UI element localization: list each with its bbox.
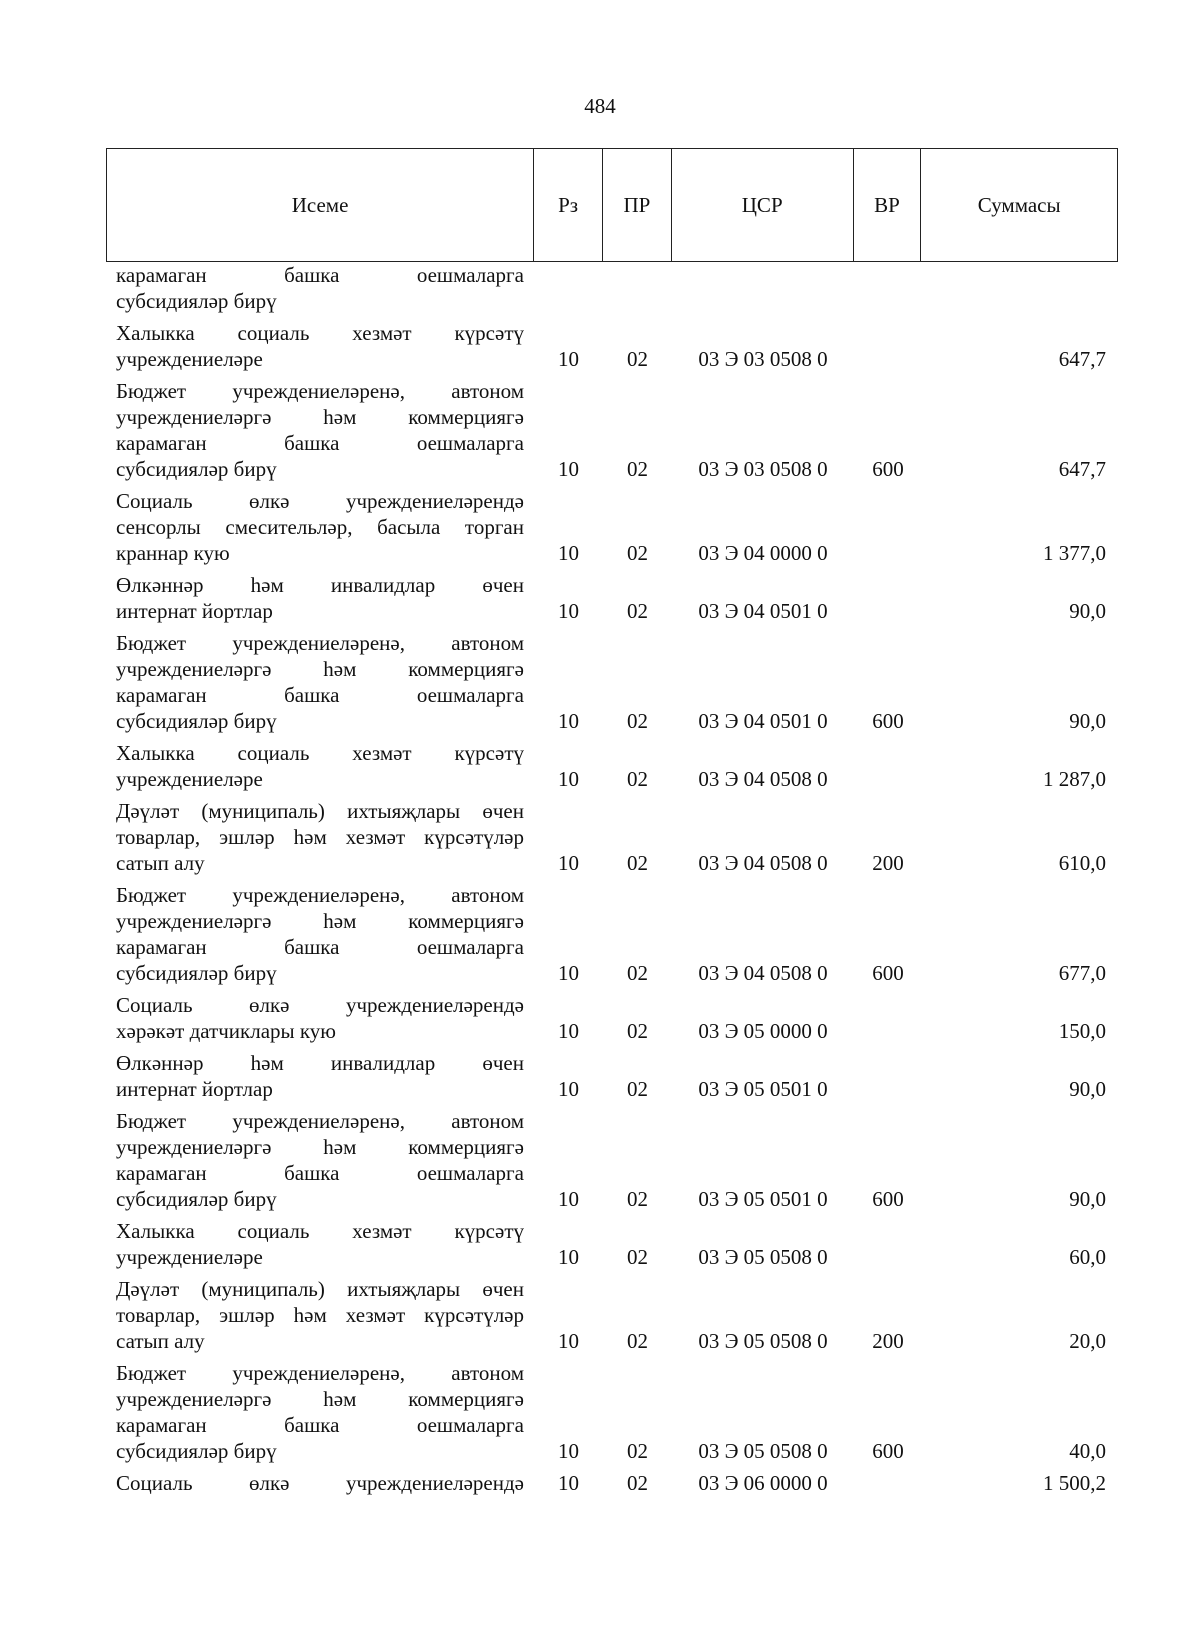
table-row (106, 882, 1118, 986)
row-rz: 10 (558, 1077, 579, 1101)
header-csr: ЦСР (672, 149, 854, 261)
row-name-line: товарлар, эшләр һәм хезмәт күрсәтүләр (116, 825, 524, 849)
row-name (106, 1360, 534, 1464)
row-rz: 10 (558, 1019, 579, 1043)
row-name-line: Дәүләт (муниципаль) ихтыяҗлары өчен (116, 799, 524, 823)
row-csr: 03 Э 04 0000 0 (698, 541, 828, 565)
row-sum: 150,0 (1058, 1019, 1106, 1043)
table-row (106, 798, 1118, 876)
row-name-line: Дәүләт (муниципаль) ихтыяҗлары өчен (116, 1277, 524, 1301)
row-rz: 10 (558, 1245, 579, 1269)
row-name-line: субсидияләр бирү (116, 1187, 277, 1211)
row-name (106, 740, 534, 792)
row-csr: 03 Э 04 0508 0 (698, 961, 828, 985)
row-vr: 600 (872, 457, 904, 481)
row-name (106, 262, 534, 314)
row-sum: 1 287,0 (1043, 767, 1106, 791)
row-name-line: субсидияләр бирү (116, 1439, 277, 1463)
row-pr: 02 (627, 599, 648, 623)
row-name (106, 992, 534, 1044)
row-name (106, 1470, 534, 1496)
row-rz: 10 (558, 961, 579, 985)
table-header (106, 148, 1118, 262)
row-name-line: учреждениеләргә һәм коммерциягә (116, 405, 524, 429)
row-sum: 90,0 (1069, 709, 1106, 733)
row-csr: 03 Э 04 0501 0 (698, 709, 828, 733)
row-name-line: Бюджет учреждениеләренә, автоном (116, 379, 524, 403)
row-name (106, 882, 534, 986)
table-row (106, 572, 1118, 624)
row-rz: 10 (558, 541, 579, 565)
row-name (106, 798, 534, 876)
row-name-line: карамаган башка оешмаларга (116, 1161, 524, 1185)
row-rz: 10 (558, 1471, 579, 1495)
row-vr: 600 (872, 709, 904, 733)
row-name-line: Халыкка социаль хезмәт күрсәтү (116, 741, 524, 765)
row-rz: 10 (558, 1187, 579, 1211)
row-rz: 10 (558, 347, 579, 371)
table-row (106, 1276, 1118, 1354)
table-row (106, 1218, 1118, 1270)
row-sum: 677,0 (1058, 961, 1106, 985)
row-csr: 03 Э 04 0501 0 (698, 599, 828, 623)
row-csr: 03 Э 04 0508 0 (698, 851, 828, 875)
row-sum: 90,0 (1069, 1077, 1106, 1101)
row-pr: 02 (627, 709, 648, 733)
header-name: Исеме (107, 149, 534, 261)
row-rz: 10 (558, 709, 579, 733)
row-name (106, 378, 534, 482)
row-sum: 90,0 (1069, 1187, 1106, 1211)
table-body (106, 262, 1118, 1502)
row-name-line: учреждениеләргә һәм коммерциягә (116, 909, 524, 933)
table-row (106, 1108, 1118, 1212)
row-name (106, 1276, 534, 1354)
table-row (106, 262, 1118, 314)
row-csr: 03 Э 04 0508 0 (698, 767, 828, 791)
row-name-line: интернат йортлар (116, 1077, 273, 1101)
row-sum: 647,7 (1058, 457, 1106, 481)
row-rz: 10 (558, 1439, 579, 1463)
row-pr: 02 (627, 851, 648, 875)
row-name (106, 1108, 534, 1212)
row-csr: 03 Э 05 0501 0 (698, 1077, 828, 1101)
row-name-line: Өлкәннәр һәм инвалидлар өчен (116, 573, 524, 597)
row-rz: 10 (558, 1329, 579, 1353)
row-name-line: сатып алу (116, 1329, 205, 1353)
row-name-line: карамаган башка оешмаларга (116, 263, 524, 287)
row-name-line: Өлкәннәр һәм инвалидлар өчен (116, 1051, 524, 1075)
row-name-line: сенсорлы смесительләр, басыла торган (116, 515, 524, 539)
row-pr: 02 (627, 347, 648, 371)
row-name-line: краннар кую (116, 541, 230, 565)
row-name (106, 488, 534, 566)
row-vr: 600 (872, 1439, 904, 1463)
row-name-line: Халыкка социаль хезмәт күрсәтү (116, 321, 524, 345)
row-pr: 02 (627, 1471, 648, 1495)
row-name (106, 630, 534, 734)
row-csr: 03 Э 05 0000 0 (698, 1019, 828, 1043)
row-name-line: учреждениеләргә һәм коммерциягә (116, 1387, 524, 1411)
row-pr: 02 (627, 457, 648, 481)
row-name-line: субсидияләр бирү (116, 709, 277, 733)
row-sum: 20,0 (1069, 1329, 1106, 1353)
row-name (106, 320, 534, 372)
row-csr: 03 Э 05 0508 0 (698, 1439, 828, 1463)
row-name-line: карамаган башка оешмаларга (116, 683, 524, 707)
table-row (106, 488, 1118, 566)
row-pr: 02 (627, 1019, 648, 1043)
row-rz: 10 (558, 457, 579, 481)
row-pr: 02 (627, 1245, 648, 1269)
row-name-line: сатып алу (116, 851, 205, 875)
row-name-line: карамаган башка оешмаларга (116, 1413, 524, 1437)
row-name-line: Бюджет учреждениеләренә, автоном (116, 631, 524, 655)
row-name-line: учреждениеләре (116, 1245, 263, 1269)
row-sum: 90,0 (1069, 599, 1106, 623)
row-vr: 200 (872, 1329, 904, 1353)
row-name-line: Халыкка социаль хезмәт күрсәтү (116, 1219, 524, 1243)
header-vr: ВР (854, 149, 922, 261)
row-vr: 600 (872, 1187, 904, 1211)
row-pr: 02 (627, 1329, 648, 1353)
table-row (106, 320, 1118, 372)
row-name-line: карамаган башка оешмаларга (116, 935, 524, 959)
table-row (106, 1470, 1118, 1496)
row-name-line: товарлар, эшләр һәм хезмәт күрсәтүләр (116, 1303, 524, 1327)
row-name-line: учреждениеләргә һәм коммерциягә (116, 1135, 524, 1159)
row-name-line: субсидияләр бирү (116, 457, 277, 481)
row-name-line: хәрәкәт датчиклары кую (116, 1019, 336, 1043)
row-sum: 1 500,2 (1043, 1471, 1106, 1495)
row-vr: 200 (872, 851, 904, 875)
row-pr: 02 (627, 1077, 648, 1101)
page-number: 484 (584, 94, 616, 118)
row-name-line: интернат йортлар (116, 599, 273, 623)
row-name (106, 1050, 534, 1102)
table-row (106, 992, 1118, 1044)
row-name-line: учреждениеләре (116, 767, 263, 791)
header-rz: Рз (534, 149, 603, 261)
table-row (106, 740, 1118, 792)
row-csr: 03 Э 03 0508 0 (698, 347, 828, 371)
row-sum: 610,0 (1058, 851, 1106, 875)
row-name-line: Бюджет учреждениеләренә, автоном (116, 1109, 524, 1133)
row-name-line: Бюджет учреждениеләренә, автоном (116, 1361, 524, 1385)
table-row (106, 1050, 1118, 1102)
row-name-line: карамаган башка оешмаларга (116, 431, 524, 455)
row-name-line: Социаль өлкә учреждениеләрендә (116, 993, 524, 1017)
row-sum: 60,0 (1069, 1245, 1106, 1269)
row-csr: 03 Э 05 0501 0 (698, 1187, 828, 1211)
row-csr: 03 Э 05 0508 0 (698, 1245, 828, 1269)
row-csr: 03 Э 05 0508 0 (698, 1329, 828, 1353)
row-name-line: Социаль өлкә учреждениеләрендә (116, 1471, 524, 1495)
row-rz: 10 (558, 767, 579, 791)
row-pr: 02 (627, 1439, 648, 1463)
header-sum: Суммасы (977, 192, 1061, 217)
row-pr: 02 (627, 1187, 648, 1211)
row-csr: 03 Э 06 0000 0 (698, 1471, 828, 1495)
row-name (106, 572, 534, 624)
row-pr: 02 (627, 961, 648, 985)
row-name-line: учреждениеләре (116, 347, 263, 371)
row-name-line: Бюджет учреждениеләренә, автоном (116, 883, 524, 907)
table-row (106, 378, 1118, 482)
row-vr: 600 (872, 961, 904, 985)
row-name (106, 1218, 534, 1270)
row-name-line: учреждениеләргә һәм коммерциягә (116, 657, 524, 681)
row-csr: 03 Э 03 0508 0 (698, 457, 828, 481)
row-sum: 1 377,0 (1043, 541, 1106, 565)
table-row (106, 1360, 1118, 1464)
row-name-line: Социаль өлкә учреждениеләрендә (116, 489, 524, 513)
row-pr: 02 (627, 541, 648, 565)
row-rz: 10 (558, 851, 579, 875)
row-sum: 40,0 (1069, 1439, 1106, 1463)
row-name-line: субсидияләр бирү (116, 961, 277, 985)
row-rz: 10 (558, 599, 579, 623)
header-pr: ПР (603, 149, 672, 261)
row-pr: 02 (627, 767, 648, 791)
row-sum: 647,7 (1058, 347, 1106, 371)
row-name-line: субсидияләр бирү (116, 289, 277, 313)
table-row (106, 630, 1118, 734)
